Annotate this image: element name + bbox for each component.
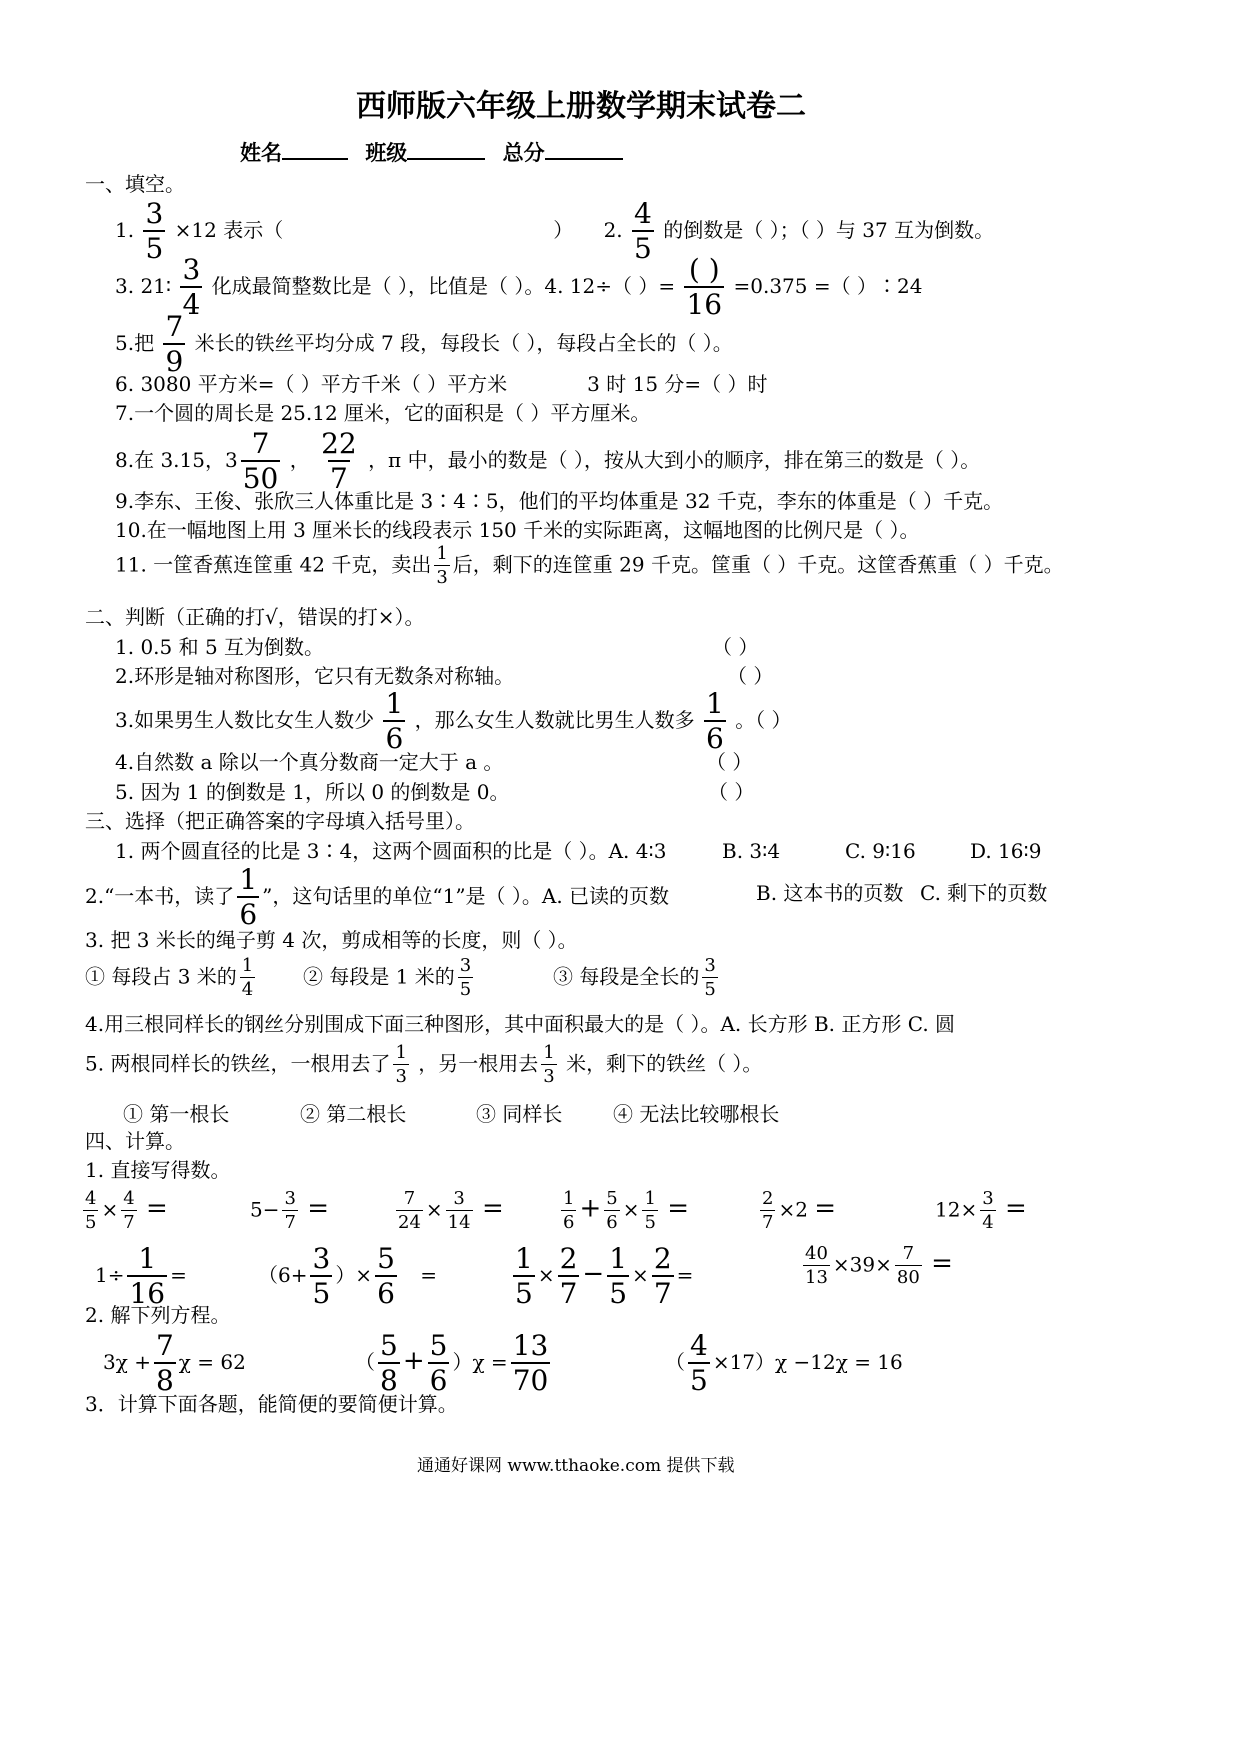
s2-answer-paren-2[interactable]: （ ） [727, 664, 774, 688]
q-text: 的倒数是（ ）；（ ）与 37 互为倒数。 [663, 218, 995, 242]
calc-r1-e2: 5− $\frac{3}{7}$ = [250, 1188, 330, 1233]
q-text: 3 时 15 分=（ ）时 [587, 372, 768, 396]
score-blank[interactable] [545, 158, 623, 160]
fraction: $\frac{2}{7}$ [762, 1188, 774, 1233]
fraction: $\frac{1}{3}$ [395, 1042, 407, 1087]
fraction: $\frac{4}{7}$ [123, 1188, 135, 1233]
fraction: $\frac{1}{6}$ [239, 863, 258, 931]
section-3-heading: 三、选择（把正确答案的字母填入括号里）。 [85, 809, 475, 833]
equation-3: （ $\frac{4}{5}$ ×17）χ −12χ = 16 [665, 1329, 903, 1397]
page-title: 西师版六年级上册数学期末试卷二 [356, 89, 806, 124]
q-text: 米长的铁丝平均分成 7 段，每段长（ ），每段占全长的（ ）。 [194, 331, 733, 355]
equation-1: 3χ + $\frac{7}{8}$ χ = 62 [103, 1329, 246, 1397]
s3-question-2 [85, 863, 670, 931]
fraction: $\frac{4}{5}$ [634, 197, 652, 265]
q-text: ，那么女生人数就比男生人数多 [414, 708, 695, 732]
calc-r1-e5: $\frac{2}{7}$ ×2 = [762, 1188, 837, 1233]
q-number: 1. [115, 218, 135, 242]
s2-question-5: 5. 因为 1 的倒数是 1，所以 0 的倒数是 0。 [115, 780, 510, 804]
s2-answer-paren-4[interactable]: （ ） [706, 750, 753, 774]
fraction: $\frac{3}{14}$ [447, 1188, 471, 1233]
q-text: ，另一根用去 [418, 1051, 539, 1076]
q-text: ① 每段占 3 米的 [85, 964, 237, 989]
fraction: $\frac{3}{7}$ [284, 1188, 296, 1233]
s3-q2-option-b: B. 这本书的页数 [756, 881, 904, 905]
calc-r2-e3: $\frac{1}{5}$ × $\frac{2}{7}$ − $\frac{1}{5}$ × $\frac{2}{7}$ = [515, 1242, 694, 1310]
fraction: $\frac{1}{6}$ [706, 687, 724, 755]
fraction: $\frac{1}{6}$ [385, 687, 404, 755]
s3-q5-option-4: ④ 无法比较哪根长 [613, 1102, 780, 1126]
class-blank[interactable] [407, 158, 485, 160]
fraction: $\frac{1}{3}$ [436, 543, 448, 588]
section-2-heading: 二、判断（正确的打√，错误的打×）。 [85, 605, 425, 629]
fraction: ( ) 16 [686, 253, 723, 321]
q-text: ② 每段是 1 米的 [303, 964, 455, 989]
fraction: $\frac{1}{16}$ [129, 1242, 166, 1310]
q-number: 2. [603, 218, 623, 242]
s1-question-10: 10.在一幅地图上用 3 厘米长的线段表示 150 千米的实际距离，这幅地图的比例尺是（ ）。 [115, 518, 920, 542]
q-text: ×12 表示（ [174, 218, 284, 242]
s3-option-d: D. 16∶9 [970, 839, 1042, 863]
name-label: 姓名 [240, 140, 282, 165]
fraction: $\frac{7}{8}$ [155, 1329, 174, 1397]
s1-question-8 [115, 427, 981, 495]
s3-question-5 [85, 1044, 762, 1086]
s3-question-3: 3. 把 3 米长的绳子剪 4 次，剪成相等的长度，则（ ）。 [85, 928, 578, 952]
q-text: 2.“一本书，读了 [85, 884, 235, 908]
calc-r1-e6: 12× $\frac{3}{4}$ = [935, 1188, 1027, 1233]
fraction: $\frac{3}{5}$ [459, 955, 472, 1000]
s2-answer-paren-3[interactable]: 。（ ） [735, 708, 792, 732]
q-text: 化成最简整数比是（ ），比值是（ ）。4. 12÷（ ）= [211, 274, 676, 298]
q-text: =0.375 =（ ）∶24 [733, 274, 923, 298]
fraction: $\frac{4}{5}$ [85, 1188, 97, 1233]
s3-q3-option-3 [553, 957, 721, 999]
q-text: ） [553, 218, 574, 242]
calc-r1-e1: $\frac{4}{5}$ × $\frac{4}{7}$ = [85, 1188, 168, 1233]
fraction: $\frac{3}{5}$ [312, 1242, 331, 1310]
q-text: 11. 一筐香蕉连筐重 42 千克，卖出 [115, 552, 432, 577]
fraction: $\frac{7}{24}$ [398, 1188, 421, 1233]
q-text: ，π 中，最小的数是（ ），按从大到小的顺序，排在第三的数是（ ）。 [368, 448, 981, 472]
fraction: $\frac{3}{5}$ [145, 197, 164, 265]
s2-answer-paren-5[interactable]: （ ） [708, 780, 755, 804]
calc-r1-e4: $\frac{1}{6}$ + $\frac{5}{6}$ × $\frac{1}{5}$ = [563, 1188, 690, 1233]
calc-r1-e3: $\frac{7}{24}$ × $\frac{3}{14}$ = [398, 1188, 504, 1233]
s3-option-c: C. 9∶16 [845, 839, 916, 863]
calc-r2-e4: $\frac{40}{13}$ ×39× $\frac{7}{80}$ = [805, 1243, 953, 1288]
fraction: $\frac{1}{5}$ [644, 1188, 656, 1233]
fraction: $\frac{7}{9}$ [165, 310, 184, 378]
s3-option-b: B. 3∶4 [722, 839, 781, 863]
fraction: $\frac{1}{5}$ [515, 1242, 533, 1310]
s2-question-3 [115, 687, 792, 755]
fraction: $\frac{2}{7}$ [653, 1242, 672, 1310]
s3-question-4: 4.用三根同样长的钢丝分别围成下面三种图形，其中面积最大的是（ ）。A. 长方形 B. 正方形 C. 圆 [85, 1012, 956, 1036]
s2-question-1: 1. 0.5 和 5 互为倒数。 [115, 635, 325, 659]
fraction: $\frac{5}{6}$ [429, 1329, 448, 1397]
s1-question-7: 7.一个圆的周长是 25.12 厘米，它的面积是（ ）平方厘米。 [115, 401, 651, 425]
fraction: $\frac{3}{4}$ [182, 253, 201, 321]
q-text: 5. 两根同样长的铁丝，一根用去了 [85, 1051, 391, 1076]
fraction: $\frac{4}{5}$ [690, 1329, 708, 1397]
s1-question-11 [115, 545, 1064, 587]
s1-question-3-4 [115, 253, 923, 321]
fraction: $\frac{3}{5}$ [704, 955, 716, 1000]
q-text: 后，剩下的连筐重 29 千克。筐重（ ）千克。这筐香蕉重（ ）千克。 [452, 552, 1064, 577]
q-text: 3.如果男生人数比女生人数少 [115, 708, 375, 732]
section-4-heading: 四、计算。 [85, 1129, 185, 1153]
calc-r2-e1: 1÷ $\frac{1}{16}$ = [95, 1242, 187, 1310]
s4-part-2: 2. 解下列方程。 [85, 1303, 231, 1327]
q-text: ”，这句话里的单位“1”是（ ）。A. 已读的页数 [262, 884, 670, 908]
fraction: $\frac{1}{3}$ [543, 1042, 555, 1087]
s4-part-1: 1. 直接写得数。 [85, 1158, 231, 1182]
fraction: $\frac{2}{7}$ [559, 1242, 578, 1310]
s1-question-1-2 [115, 197, 995, 265]
s3-q2-option-c: C. 剩下的页数 [920, 881, 1048, 905]
s2-question-2: 2.环形是轴对称图形，它只有无数条对称轴。 [115, 664, 515, 688]
fraction: $\frac{7}{50}$ [242, 427, 279, 495]
page-footer: 通通好课网 www.tthaoke.com 提供下载 [417, 1456, 735, 1476]
q-text: 米，剩下的铁丝（ ）。 [566, 1051, 763, 1076]
name-blank[interactable] [282, 158, 348, 160]
s4-part-3: 3．计算下面各题，能简便的要简便计算。 [85, 1392, 458, 1416]
fraction: $\frac{22}{7}$ [321, 427, 357, 495]
q-text: 6. 3080 平方米=（ ）平方千米（ ）平方米 [115, 372, 508, 396]
fraction: $\frac{1}{4}$ [241, 955, 254, 1000]
q-text: 8.在 3.15，3 [115, 448, 238, 472]
section-1-heading: 一、填空。 [85, 172, 185, 196]
s3-q3-option-2 [303, 957, 476, 999]
s3-q3-option-1 [85, 957, 258, 999]
score-label: 总分 [502, 140, 545, 165]
s3-question-1: 1. 两个圆直径的比是 3∶4，这两个圆面积的比是（ ）。A. 4∶3 [115, 839, 667, 863]
class-label: 班级 [365, 140, 408, 165]
fraction: $\frac{40}{13}$ [805, 1243, 828, 1288]
fraction: $\frac{5}{6}$ [606, 1188, 618, 1233]
q-text: 3. 21∶ [115, 274, 172, 298]
s2-question-4: 4.自然数 a 除以一个真分数商一定大于 a 。 [115, 750, 504, 774]
fraction: $\frac{7}{80}$ [896, 1243, 920, 1288]
q-text: ， [289, 448, 310, 472]
s1-question-6 [115, 374, 768, 394]
s3-q5-option-2: ② 第二根长 [300, 1102, 407, 1126]
s1-question-9: 9.李东、王俊、张欣三人体重比是 3∶4∶5，他们的平均体重是 32 千克，李东的体重是（ ）千克。 [115, 489, 1004, 513]
q-text: 5.把 [115, 331, 155, 355]
s3-q5-option-3: ③ 同样长 [476, 1102, 563, 1126]
fraction: $\frac{1}{6}$ [563, 1188, 575, 1233]
s3-q5-option-1: ① 第一根长 [123, 1102, 230, 1126]
calc-r2-e2: （6+ $\frac{3}{5}$ ）× $\frac{5}{6}$ = [258, 1242, 438, 1310]
q-text: ③ 每段是全长的 [553, 964, 700, 989]
s2-answer-paren-1[interactable]: （ ） [712, 635, 759, 659]
equation-2: （ $\frac{5}{8}$ + $\frac{5}{6}$ ）χ = $\frac{13}{70}$ [355, 1329, 549, 1397]
fraction: $\frac{5}{6}$ [377, 1242, 395, 1310]
fraction: $\frac{3}{4}$ [982, 1188, 994, 1233]
fraction: $\frac{13}{70}$ [512, 1329, 549, 1397]
student-info-line [240, 142, 623, 163]
fraction: $\frac{5}{8}$ [380, 1329, 398, 1397]
s1-question-5 [115, 310, 733, 378]
fraction: $\frac{1}{5}$ [609, 1242, 628, 1310]
